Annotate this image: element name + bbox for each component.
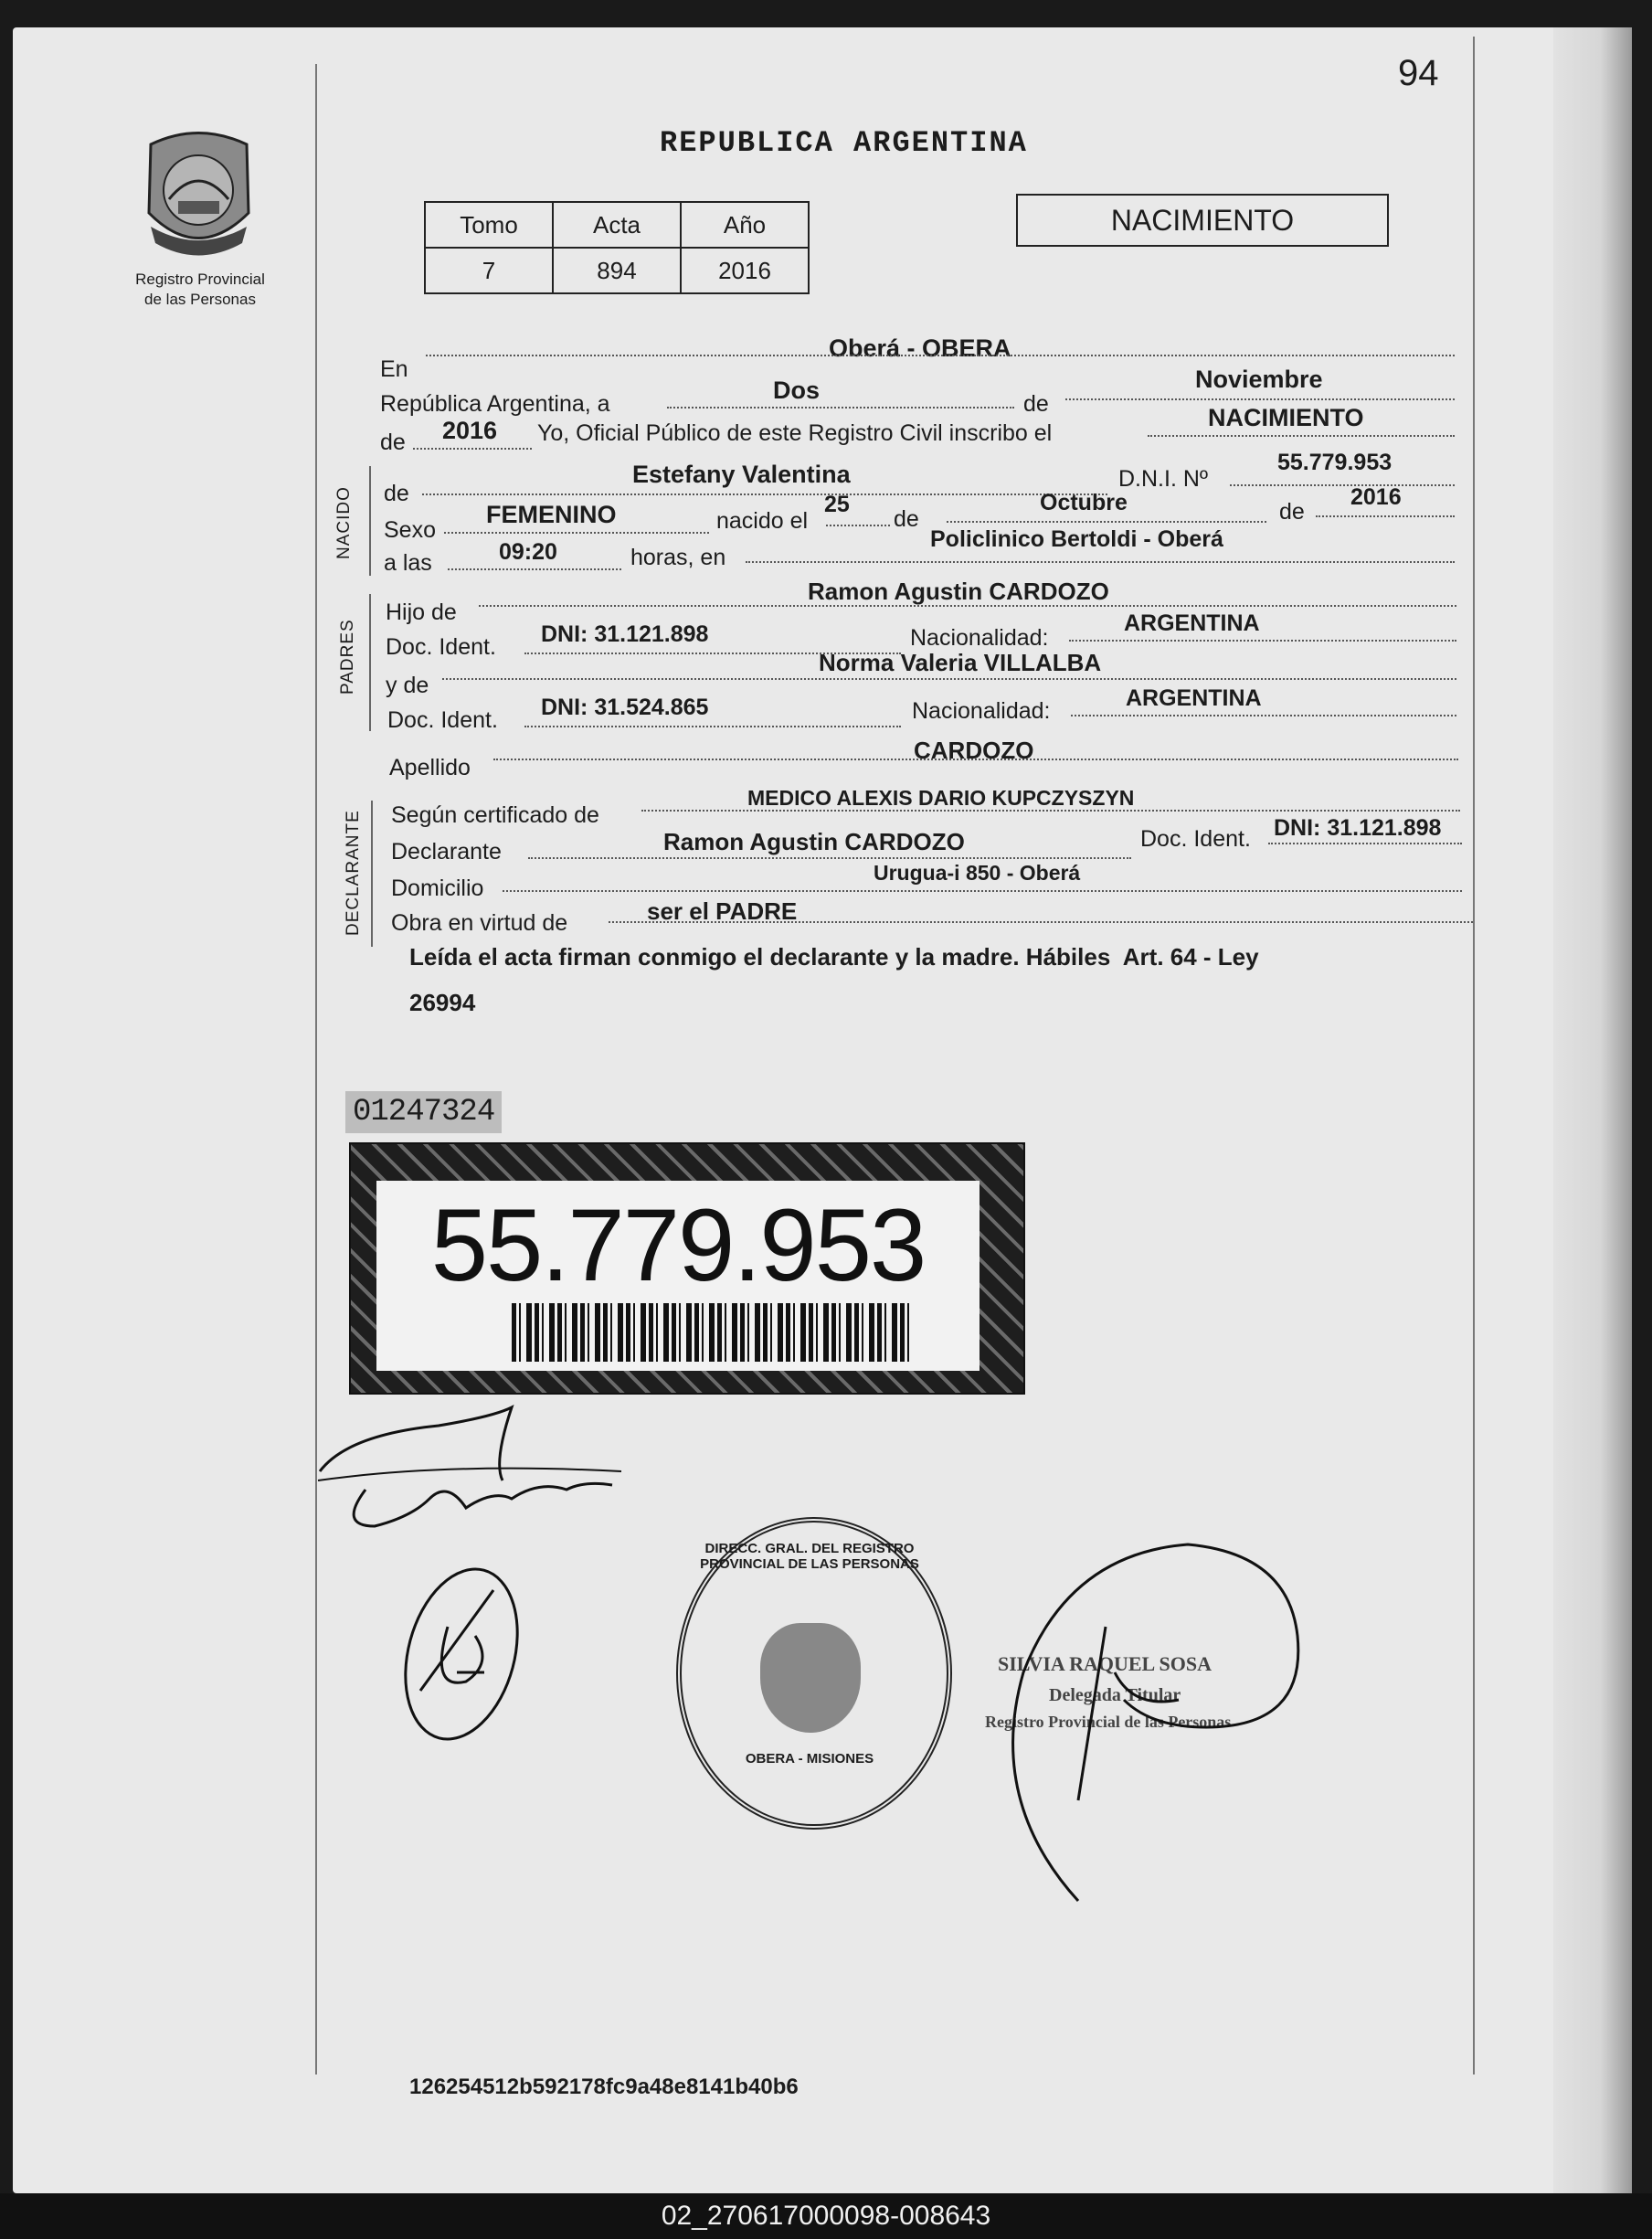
label-de-year: de bbox=[380, 430, 406, 455]
official-name: SILVIA RAQUEL SOSA bbox=[998, 1652, 1212, 1675]
label-horas-en: horas, en bbox=[630, 545, 726, 570]
register-table bbox=[424, 201, 810, 294]
margin-rule-right bbox=[1473, 37, 1475, 2075]
name-value: Estefany Valentina bbox=[632, 461, 851, 488]
father-doc-value: DNI: 31.121.898 bbox=[541, 621, 709, 647]
header-anio: Año bbox=[681, 202, 809, 248]
dots-birth-place bbox=[746, 561, 1455, 563]
label-de3: de bbox=[1279, 499, 1305, 525]
label-domicilio: Domicilio bbox=[391, 875, 484, 901]
side-label-padres: PADRES bbox=[338, 619, 357, 695]
label-de-month: de bbox=[1023, 391, 1049, 417]
label-doc-ident-mother: Doc. Ident. bbox=[387, 707, 498, 733]
dots-name bbox=[422, 493, 1107, 495]
label-declarante: Declarante bbox=[391, 839, 502, 865]
dots-hour bbox=[448, 568, 621, 570]
surname-value: CARDOZO bbox=[914, 737, 1034, 764]
value-anio: 2016 bbox=[681, 248, 809, 293]
label-segun: Según certificado de bbox=[391, 802, 599, 828]
logo-caption-line1: Registro Provincial bbox=[135, 271, 265, 288]
value-acta: 894 bbox=[553, 248, 681, 293]
label-apellido: Apellido bbox=[389, 755, 471, 780]
seal-emblem bbox=[760, 1623, 861, 1733]
side-label-nacido: NACIDO bbox=[334, 486, 354, 559]
birth-day-value: 25 bbox=[824, 492, 850, 517]
sticker-barcode bbox=[512, 1303, 914, 1362]
birth-year-value: 2016 bbox=[1350, 484, 1402, 510]
dots-mother-doc bbox=[524, 726, 901, 727]
dots-address bbox=[503, 890, 1462, 892]
bracket-padres bbox=[369, 594, 376, 731]
label-obra: Obra en virtud de bbox=[391, 910, 568, 936]
address-value: Urugua-i 850 - Oberá bbox=[874, 861, 1081, 885]
act-type-box: NACIMIENTO bbox=[1016, 194, 1389, 247]
birth-place-value: Policlinico Bertoldi - Oberá bbox=[930, 526, 1223, 552]
day-value: Dos bbox=[773, 377, 821, 404]
dots-dni bbox=[1230, 484, 1455, 486]
label-hijo-de: Hijo de bbox=[386, 600, 457, 625]
footer-id: 02_270617000098-008643 bbox=[661, 2201, 991, 2231]
dots-type bbox=[1148, 435, 1455, 437]
seal-outer-text: DIRECC. GRAL. DEL REGISTRO PROVINCIAL DE LAS PERSONAS bbox=[700, 1541, 919, 1572]
dni-sticker bbox=[349, 1142, 1025, 1395]
month-value: Noviembre bbox=[1195, 366, 1323, 393]
mother-value: Norma Valeria VILLALBA bbox=[819, 649, 1102, 676]
closing-text-line1: Leída el acta firman conmigo el declarante y la madre. Hábiles Art. 64 - Ley bbox=[409, 943, 1259, 971]
dots-declarant bbox=[528, 857, 1131, 859]
label-nacionalidad-father: Nacionalidad: bbox=[910, 625, 1049, 651]
side-label-declarante: DECLARANTE bbox=[344, 810, 363, 936]
official-office: Registro Provincial de las Personas bbox=[985, 1713, 1232, 1731]
header-tomo: Tomo bbox=[425, 202, 553, 248]
dots-declarant-doc bbox=[1268, 843, 1462, 844]
type-value: NACIMIENTO bbox=[1208, 404, 1364, 431]
label-nacionalidad-mother: Nacionalidad: bbox=[912, 698, 1051, 724]
year-value: 2016 bbox=[442, 417, 498, 444]
seal-inner-text: OBERA - MISIONES bbox=[745, 1751, 874, 1767]
official-seal bbox=[676, 1517, 952, 1830]
official-signature bbox=[969, 1526, 1316, 1910]
document-page bbox=[13, 27, 1621, 2193]
label-yo: Yo, Oficial Público de este Registro Civil inscribo el bbox=[537, 420, 1053, 446]
declarant-value: Ramon Agustin CARDOZO bbox=[663, 828, 965, 855]
bracket-declarante bbox=[371, 801, 378, 947]
sticker-number: 55.779.953 bbox=[430, 1188, 926, 1302]
sticker-label bbox=[376, 1181, 980, 1371]
value-tomo: 7 bbox=[425, 248, 553, 293]
label-doc-ident-declarant: Doc. Ident. bbox=[1140, 826, 1251, 852]
dots-day bbox=[667, 407, 1014, 409]
bracket-nacido bbox=[369, 466, 376, 576]
label-nacido-el: nacido el bbox=[716, 508, 809, 534]
dots-mother bbox=[442, 678, 1456, 680]
certificate-value: MEDICO ALEXIS DARIO KUPCZYSZYN bbox=[747, 786, 1135, 810]
footer-strip bbox=[0, 2193, 1652, 2239]
dots-sex bbox=[444, 532, 709, 534]
dni-value: 55.779.953 bbox=[1277, 450, 1393, 475]
dots-mother-nat bbox=[1071, 715, 1456, 716]
father-value: Ramon Agustin CARDOZO bbox=[808, 578, 1109, 605]
closing-text-line2: 26994 bbox=[409, 989, 476, 1016]
dots-father-nat bbox=[1069, 640, 1456, 642]
label-de2: de bbox=[894, 506, 919, 532]
mother-signature bbox=[393, 1554, 530, 1746]
margin-rule-left bbox=[315, 64, 317, 2075]
page-edge bbox=[1553, 27, 1632, 2193]
page-number: 94 bbox=[1398, 53, 1439, 93]
label-de-name: de bbox=[384, 481, 409, 506]
declarant-signature bbox=[311, 1389, 640, 1544]
dots-year bbox=[413, 448, 532, 450]
dots-month bbox=[1065, 398, 1455, 400]
label-dni: D.N.I. Nº bbox=[1118, 466, 1209, 492]
dots-birth-month bbox=[947, 521, 1266, 523]
country-title: REPUBLICA ARGENTINA bbox=[660, 126, 1028, 160]
reason-value: ser el PADRE bbox=[647, 897, 798, 925]
father-nat-value: ARGENTINA bbox=[1124, 610, 1260, 636]
register-table-header bbox=[425, 202, 809, 248]
document-hash: 126254512b592178fc9a48e8141b40b6 bbox=[409, 2075, 799, 2099]
dots-birth-year bbox=[1316, 515, 1455, 517]
label-a-las: a las bbox=[384, 550, 432, 576]
birth-month-value: Octubre bbox=[1040, 490, 1128, 515]
mother-doc-value: DNI: 31.524.865 bbox=[541, 695, 709, 720]
place-value: Oberá - OBERA bbox=[829, 334, 1011, 362]
label-sexo: Sexo bbox=[384, 517, 436, 543]
hour-value: 09:20 bbox=[499, 539, 557, 565]
dots-place bbox=[426, 355, 1455, 356]
header-acta: Acta bbox=[553, 202, 681, 248]
declarant-doc-value: DNI: 31.121.898 bbox=[1274, 815, 1442, 841]
province-logo bbox=[137, 126, 260, 268]
register-table-values bbox=[425, 248, 809, 293]
logo-caption-line2: de las Personas bbox=[144, 291, 256, 308]
dots-birth-day bbox=[826, 525, 890, 526]
label-y-de: y de bbox=[386, 673, 429, 698]
official-role: Delegada Titular bbox=[1049, 1685, 1181, 1705]
label-doc-ident-father: Doc. Ident. bbox=[386, 634, 496, 660]
label-en: En bbox=[380, 356, 408, 382]
label-republica: República Argentina, a bbox=[380, 391, 610, 417]
mother-nat-value: ARGENTINA bbox=[1126, 685, 1262, 711]
serial-stamp: 01247324 bbox=[345, 1091, 502, 1133]
sex-value: FEMENINO bbox=[486, 501, 617, 528]
